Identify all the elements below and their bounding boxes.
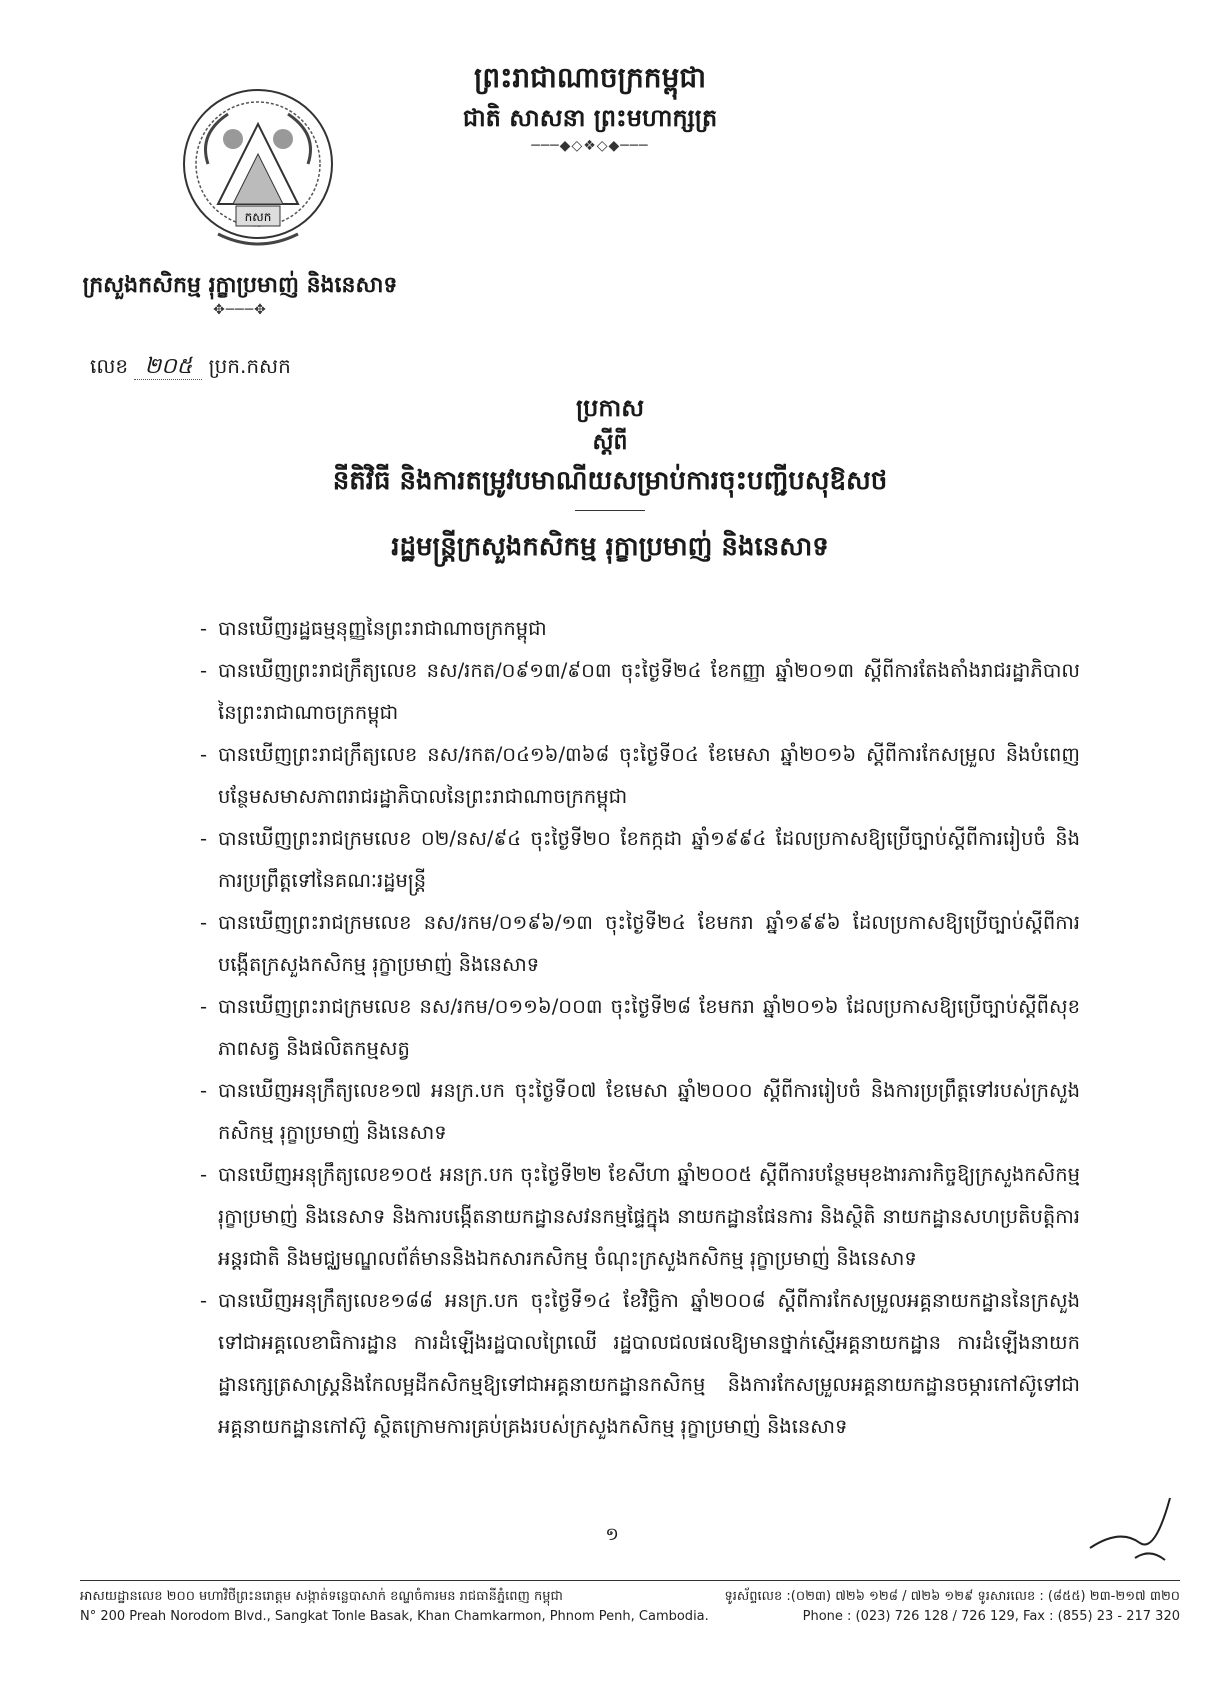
reference-number	[90, 352, 291, 384]
page-footer	[80, 1580, 1180, 1627]
list-item: - បានឃើញព្រះរាជក្រមលេខ ០២/នស/៩៤ ចុះថ្ងៃទី២០ ខែកក្កដា ឆ្នាំ១៩៩៤ ដែលប្រកាសឱ្យប្រើច្បាប់ស្តីពីការរៀបចំ និងការប្រព្រឹត្តទៅនៃគណៈរដ្ឋមន្ត្រី	[200, 818, 1080, 902]
footer-phone-en: Phone : (023) 726 128 / 726 129, Fax : (855) 23 - 217 320	[802, 1609, 1180, 1624]
title-divider	[575, 510, 645, 511]
footer-divider	[80, 1580, 1180, 1581]
footer-address-km: អាសយដ្ឋានលេខ ២០០ មហាវិថីព្រះនរោត្តម សង្កាត់ទន្លេបាសាក់ ខណ្ឌចំការមន រាជធានីភ្នំពេញ កម្ពុជា	[80, 1589, 563, 1604]
page-number: ១	[605, 1524, 619, 1545]
list-item: - បានឃើញអនុក្រឹត្យលេខ១០៥ អនក្រ.បក ចុះថ្ងៃទី២២ ខែសីហា ឆ្នាំ២០០៥ ស្តីពីការបន្ថែមមុខងារភារកិច្ចឱ្យក្រសួងកសិកម្ម រុក្ខាប្រមាញ់ និងនេសាទ និងការបង្កើតនាយកដ្ឋានសវនកម្មផ្ទៃក្នុង នាយកដ្ឋានផែនការ និងស្ថិតិ នាយកដ្ឋានសហប្រតិបត្តិការអន្តរជាតិ និងមជ្ឈមណ្ឌលព័ត៌មាននិងឯកសារកសិកម្ម ចំណុះក្រសួងកសិកម្ម រុក្ខាប្រមាញ់ និងនេសាទ	[200, 1154, 1080, 1280]
document-title	[240, 390, 980, 569]
ministry-emblem-icon	[178, 84, 338, 254]
header-ornament: ───◆◇❖◇◆───	[531, 138, 649, 154]
document-subject: នីតិវិធី និងការតម្រូវបមាណីយសម្រាប់ការចុះបញ្ជីបសុឱសថ	[332, 466, 888, 496]
list-item: - បានឃើញព្រះរាជក្រឹត្យលេខ នស/រកត/០៤១៦/៣៦៨ ចុះថ្ងៃទី០៤ ខែមេសា ឆ្នាំ២០១៦ ស្តីពីការកែសម្រួល និងបំពេញបន្ថែមសមាសភាពរាជរដ្ឋាភិបាលនៃព្រះរាជាណាចក្រកម្ពុជា	[200, 734, 1080, 818]
ministry-block	[40, 270, 440, 318]
kingdom-name: ព្រះរាជាណាចក្រកម្ពុជា	[473, 61, 706, 94]
signature-icon	[1080, 1488, 1180, 1568]
reference-label: លេខ	[90, 354, 129, 378]
emblem-text: កសក	[244, 210, 272, 224]
footer-address-en: N° 200 Preah Norodom Blvd., Sangkat Tonle Basak, Khan Chamkarmon, Phnom Penh, Cambodia.	[80, 1609, 709, 1624]
issuer-title: រដ្ឋមន្ត្រីក្រសួងកសិកម្ម រុក្ខាប្រមាញ់ និងនេសាទ	[391, 532, 829, 562]
list-item: - បានឃើញព្រះរាជក្រឹត្យលេខ នស/រកត/០៩១៣/៩០៣ ចុះថ្ងៃទី២៤ ខែកញ្ញា ឆ្នាំ២០១៣ ស្តីពីការតែងតាំងរាជរដ្ឋាភិបាលនៃព្រះរាជាណាចក្រកម្ពុជា	[200, 650, 1080, 734]
ministry-ornament: ✥───✥	[213, 302, 267, 318]
list-item: - បានឃើញរដ្ឋធម្មនុញ្ញនៃព្រះរាជាណាចក្រកម្ពុជា	[200, 608, 1080, 650]
list-item: - បានឃើញព្រះរាជក្រមលេខ នស/រកម/០១៩៦/១៣ ចុះថ្ងៃទី២៤ ខែមករា ឆ្នាំ១៩៩៦ ដែលប្រកាសឱ្យប្រើច្បាប់ស្តីពីការបង្កើតក្រសួងកសិកម្ម រុក្ខាប្រមាញ់ និងនេសាទ	[200, 902, 1080, 986]
kingdom-header	[460, 58, 720, 154]
document-type: ប្រកាស	[575, 394, 645, 422]
list-item: - បានឃើញព្រះរាជក្រមលេខ នស/រកម/០១១៦/០០៣ ចុះថ្ងៃទី២៨ ខែមករា ឆ្នាំ២០១៦ ដែលប្រកាសឱ្យប្រើច្បាប់ស្តីពីសុខភាពសត្វ និងផលិតកម្មសត្វ	[200, 986, 1080, 1070]
ministry-name: ក្រសួងកសិកម្ម រុក្ខាប្រមាញ់ និងនេសាទ	[82, 273, 398, 298]
footer-phone-km: ទូរស័ព្ទលេខ :(០២៣) ៧២៦ ១២៨ / ៧២៦ ១២៩ ទូរសារលេខ : (៨៥៥) ២៣-២១៧ ៣២០	[724, 1589, 1180, 1604]
reference-code: ប្រក.កសក	[208, 354, 291, 378]
reference-handwritten-number: ២០៥	[134, 354, 202, 380]
concerning-label: ស្តីពី	[592, 430, 628, 455]
national-motto: ជាតិ សាសនា ព្រះមហាក្សត្រ	[462, 104, 718, 132]
document-body	[200, 608, 1080, 1448]
list-item: - បានឃើញអនុក្រឹត្យលេខ១៧ អនក្រ.បក ចុះថ្ងៃទី០៧ ខែមេសា ឆ្នាំ២០០០ ស្តីពីការរៀបចំ និងការប្រព្រឹត្តទៅរបស់ក្រសួងកសិកម្ម រុក្ខាប្រមាញ់ និងនេសាទ	[200, 1070, 1080, 1154]
list-item: - បានឃើញអនុក្រឹត្យលេខ១៨៨ អនក្រ.បក ចុះថ្ងៃទី១៤ ខែវិច្ឆិកា ឆ្នាំ២០០៨ ស្តីពីការកែសម្រួលអគ្គនាយកដ្ឋាននៃក្រសួងទៅជាអគ្គលេខាធិការដ្ឋាន ការដំឡើងរដ្ឋបាលព្រៃឈើ រដ្ឋបាលជលផលឱ្យមានថ្នាក់ស្មើអគ្គនាយកដ្ឋាន ការដំឡើងនាយកដ្ឋានក្សេត្រសាស្ត្រនិងកែលម្អដីកសិកម្មឱ្យទៅជាអគ្គនាយកដ្ឋានកសិកម្ម និងការកែសម្រួលអគ្គនាយកដ្ឋានចម្ការកៅស៊ូទៅជាអគ្គនាយកដ្ឋានកៅស៊ូ ស្ថិតក្រោមការគ្រប់គ្រងរបស់ក្រសួងកសិកម្ម រុក្ខាប្រមាញ់ និងនេសាទ	[200, 1280, 1080, 1448]
